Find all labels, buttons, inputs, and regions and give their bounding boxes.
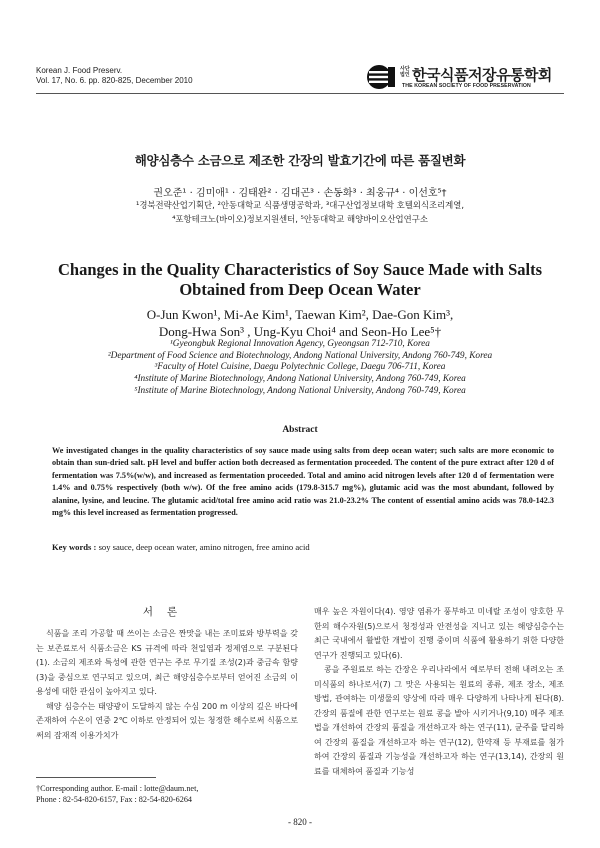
english-title [0, 260, 600, 300]
society-logo [366, 64, 564, 90]
footnote-phone: Phone : 82-54-820-6157, Fax : 82-54-820-6264 [36, 795, 193, 804]
paragraph: 콩을 주원료로 하는 간장은 우리나라에서 예로부터 전해 내려오는 조미식품의 하나로서(7) 그 맛은 사용되는 원료의 종류, 제조 장소, 제조 방법, 관여하는 미생물의 양상에 따라 매우 다양하게 나타나게 된다(8). 간장의 품질에 관한 연구로는 원료 콩을 발아 시키거나(9,10) 메주 제조법을 개선하여 간장의 품질을 개선하고자 하는 연구(11), 균주를 달리하여 간장의 품질을 개선하고자 하는 연구(12), 한약재 등 부재료를 첨가하여 간장의 품질과 기능성을 개선하고자 하는 연구(13,14), 간장의 원료를 대체하여 품질과 기능성 [314, 665, 564, 776]
body-column-left [36, 627, 298, 743]
korean-title: 해양심층수 소금으로 제조한 간장의 발효기간에 따른 품질변화 [134, 153, 466, 168]
section-heading-introduction: 서론 [142, 606, 192, 618]
page-number: - 820 - [288, 817, 312, 827]
paragraph: 매우 높은 자원이다(4). 영양 염류가 풍부하고 미네랄 조성이 양호한 무한의 해수자원(5)으로서 청정성과 안전성을 지니고 있는 해양심층수는 최근 국내에서 활발한 개발이 진행 중이며 식품에 활용하기 위한 다양한 연구가 진행되고 있다(6). [314, 607, 564, 660]
english-authors [0, 306, 600, 340]
keywords-text: soy sauce, deep ocean water, amino nitrogen, free amino acid [98, 542, 310, 552]
footnote-divider [36, 777, 156, 778]
body-column-right [314, 605, 564, 779]
society-emblem-icon [366, 64, 396, 90]
korean-authors: 권오준¹ · 김미애¹ · 김태완² · 김대곤³ · 손동화³ · 최웅규⁴ · 이선호⁵† [153, 188, 447, 199]
affiliation-5: ⁵Institute of Marine Biotechnology, Andong National University, Andong 760-749, Korea [134, 385, 466, 396]
paragraph: 식품을 조리 가공할 때 쓰이는 소금은 짠맛을 내는 조미료와 방부력을 갖는 보존료로서 식품소금은 KS 규격에 따라 천일염과 정제염으로 구분된다(1). 소금의 제조와 특성에 관한 연구는 주로 무기질 조성(2)과 중금속 함량(3)을 중심으로 연구되고 있으며, 최근 해양심층수로부터 얻어진 소금의 이용성에 대한 관심이 높아지고 있다. [36, 629, 298, 696]
english-authors-line1: O-Jun Kwon¹, Mi-Ae Kim¹, Taewan Kim², Dae-Gon Kim³, [146, 307, 454, 322]
footnote-email: †Corresponding author. E-mail : lotte@daum.net, [36, 784, 199, 793]
affiliation-1: ¹Gyeongbuk Regional Innovation Agency, Gyeongsan 712-710, Korea [170, 339, 430, 349]
english-title-line1: Changes in the Quality Characteristics of Soy Sauce Made with Salts [58, 260, 542, 279]
affiliation-3: ³Faculty of Hotel Cuisine, Daegu Polytechnic College, Daegu 706-711, Korea [154, 362, 446, 373]
society-name-en: THE KOREAN SOCIETY OF FOOD PRESERVATION [402, 83, 531, 89]
english-authors-line2: Dong-Hwa Son³ , Ung-Kyu Choi⁴ and Seon-Ho Lee⁵† [158, 324, 442, 339]
header-divider [36, 93, 564, 94]
society-prefix: 사단법인 [400, 66, 410, 78]
affiliation-4: ⁴Institute of Marine Biotechnology, Andong National University, Andong 760-749, Korea [134, 374, 466, 385]
keywords [52, 542, 554, 552]
abstract-heading: Abstract [282, 425, 318, 435]
korean-affiliation-line1: ¹경북전략산업기획단, ²안동대학교 식품생명공학과, ³대구산업정보대학 호텔외식조리계열, [135, 200, 465, 210]
society-name-ko: 한국식품저장유통학회 [412, 66, 552, 84]
keywords-label: Key words : [52, 542, 97, 552]
affiliation-2: ²Department of Food Science and Biotechnology, Andong National University, Andong 760-749, Korea [107, 350, 493, 361]
corresponding-author-footnote [36, 783, 198, 805]
korean-affiliation-line2: ⁴포항테크노(바이오)정보지원센터, ⁵안동대학교 해양바이오산업연구소 [172, 214, 428, 224]
journal-name: Korean J. Food Preserv. [36, 66, 123, 75]
paragraph: 해양 심층수는 태양광이 도달하지 않는 수심 200 m 이상의 깊은 바다에 존재하여 수온이 연중 2℃ 이하로 안정되어 있는 청정한 해수로써 식품으로써의 잠재적 이용가치가 [36, 701, 298, 740]
english-title-line2: Obtained from Deep Ocean Water [179, 280, 421, 299]
journal-volume: Vol. 17, No. 6. pp. 820-825, December 2010 [36, 76, 193, 85]
abstract-text: We investigated changes in the quality characteristics of soy sauce made using salts from deep ocean water; such salts are more economic to obtain than sun-dried salt. pH level and buffer action both decreased as fermentation proceeded. The content of the pure extract after 120 d of fermentation was 7.5%(w/w), and increased as fermentation proceeded. Total and amino acid nitrogen levels after 120 d of fermentation were 1.4% and 0.75% respectively (both w/w). Of the free amino acids (179.8-315.7 mg%), glutamic acid was the most abundant, followed by alanine, lysine, and leucine. The glutamic acid/total free amino acid ratio was 21.0-23.2% The content of essential amino acids was 78.0-142.3 mg% this level increased as fermentation progressed. [52, 446, 554, 518]
english-affiliations [0, 339, 600, 398]
journal-info [36, 66, 193, 86]
